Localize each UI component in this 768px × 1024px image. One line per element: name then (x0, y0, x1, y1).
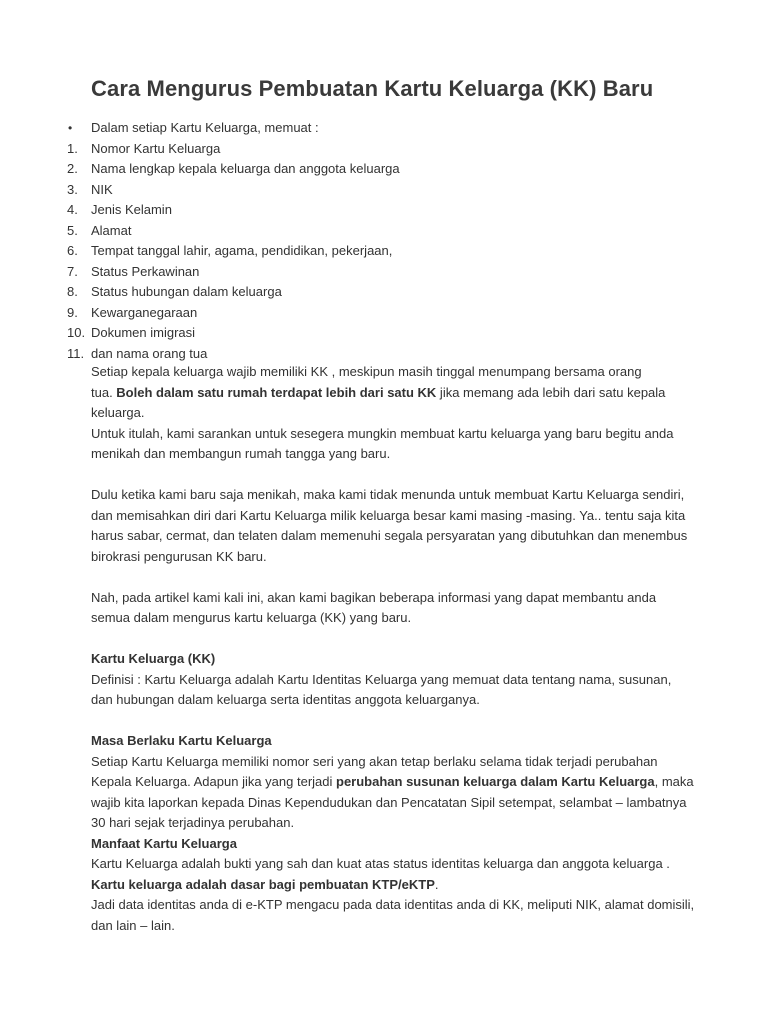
paragraph-line: Nah, pada artikel kami kali ini, akan kami bagikan beberapa informasi yang dapat membantu anda (91, 589, 657, 605)
paragraph-line: Setiap Kartu Keluarga memiliki nomor seri yang akan tetap berlaku selama tidak terjadi perubahan (91, 753, 658, 769)
paragraph-line: Setiap kepala keluarga wajib memiliki KK , meskipun masih tinggal menumpang bersama orang (91, 364, 642, 379)
list-item-text: Nama lengkap kepala keluarga dan anggota keluarga (91, 161, 400, 176)
list-marker: 3. (67, 181, 78, 197)
list-marker: 11. (67, 345, 85, 361)
list-marker: 9. (67, 304, 78, 320)
list-item-text: dan nama orang tua (91, 345, 208, 361)
bold-text: Kartu keluarga adalah dasar bagi pembuatan KTP/eKTP (91, 876, 435, 892)
paragraph-line: semua dalam mengurus kartu keluarga (KK) yang baru. (91, 610, 412, 625)
list-marker: 7. (67, 263, 78, 279)
paragraph-line: menikah dan membangun rumah tangga yang baru. (91, 446, 391, 461)
list-item-text: Nomor Kartu Keluarga (91, 140, 221, 156)
list-item-text: Jenis Kelamin (91, 202, 172, 217)
text-run: jika memang ada lebih dari satu kepala (436, 384, 666, 400)
list-marker: 6. (67, 243, 78, 258)
text-run: Kepala Keluarga. Adapun jika yang terjadi (91, 774, 337, 789)
paragraph-line: dan memisahkan diri dari Kartu Keluarga milik keluarga besar kami masing -masing. Ya.. tentu saja kita (91, 507, 686, 523)
paragraph-line: wajib kita laporkan kepada Dinas Kependudukan dan Pencatatan Sipil setempat, selambat – lambatnya (91, 794, 687, 810)
list-marker: • (68, 121, 73, 135)
page-title: Cara Mengurus Pembuatan Kartu Keluarga (KK) Baru (91, 76, 654, 101)
text-run: . (434, 876, 439, 892)
section-heading-kk (91, 649, 671, 670)
list-marker: 1. (67, 140, 78, 156)
paragraph-line: Jadi data identitas anda di e-KTP mengacu pada data identitas anda di KK, meliputi NIK, alamat domisili, (91, 897, 695, 912)
list-item-text: NIK (91, 181, 113, 197)
list-item-text: Alamat (91, 222, 132, 238)
section-heading-masa-berlaku (91, 731, 671, 752)
paragraph-line: harus sabar, cermat, dan telaten dalam memenuhi segala persyaratan yang dibutuhkan dan menembus (91, 528, 688, 543)
paragraph-line: birokrasi pengurusan KK baru. (91, 548, 267, 564)
paragraph-line: Untuk itulah, kami sarankan untuk sesegera mungkin membuat kartu keluarga yang baru begitu anda (91, 425, 674, 441)
text-run: tua. (91, 384, 117, 400)
list-marker: 4. (67, 202, 78, 217)
article-body (91, 362, 695, 936)
paragraph-line: Dulu ketika kami baru saja menikah, maka kami tidak menunda untuk membuat Kartu Keluarga sendiri, (91, 487, 685, 502)
paragraph-line (91, 875, 671, 896)
paragraph-line: dan lain – lain. (91, 917, 175, 933)
paragraph-line: Kartu Keluarga adalah bukti yang sah dan kuat atas status identitas keluarga dan anggota keluarga . (91, 856, 670, 871)
bold-text: Masa Berlaku Kartu Keluarga (91, 733, 272, 748)
list-item-text: Dokumen imigrasi (91, 325, 196, 340)
list-item-text: Kewarganegaraan (91, 304, 198, 320)
bold-text: Kartu Keluarga (KK) (91, 651, 216, 666)
list-marker: 8. (67, 284, 78, 299)
list-item-text: Tempat tanggal lahir, agama, pendidikan, pekerjaan, (91, 243, 393, 258)
paragraph-line: keluarga. (91, 405, 145, 420)
list-item-text: Status hubungan dalam keluarga (91, 284, 282, 299)
text-run: , maka (654, 774, 694, 789)
list-marker: 10. (67, 325, 86, 340)
list-marker: 2. (67, 161, 78, 176)
bold-text: perubahan susunan keluarga dalam Kartu Keluarga (336, 774, 655, 789)
paragraph-line: 30 hari sejak terjadinya perubahan. (91, 815, 295, 830)
paragraph-line: dan hubungan dalam keluarga serta identitas anggota keluarganya. (91, 692, 480, 707)
section-heading-manfaat (91, 834, 671, 855)
bold-text: Manfaat Kartu Keluarga (91, 835, 237, 851)
list-item-text: Dalam setiap Kartu Keluarga, memuat : (91, 120, 319, 135)
paragraph-line (91, 383, 671, 404)
paragraph-line: Definisi : Kartu Keluarga adalah Kartu Identitas Keluarga yang memuat data tentang nama, susunan, (91, 671, 672, 687)
paragraph-line (91, 772, 694, 793)
list-marker: 5. (67, 222, 78, 238)
bold-text: Boleh dalam satu rumah terdapat lebih dari satu KK (116, 384, 437, 400)
list-item-text: Status Perkawinan (91, 263, 200, 279)
